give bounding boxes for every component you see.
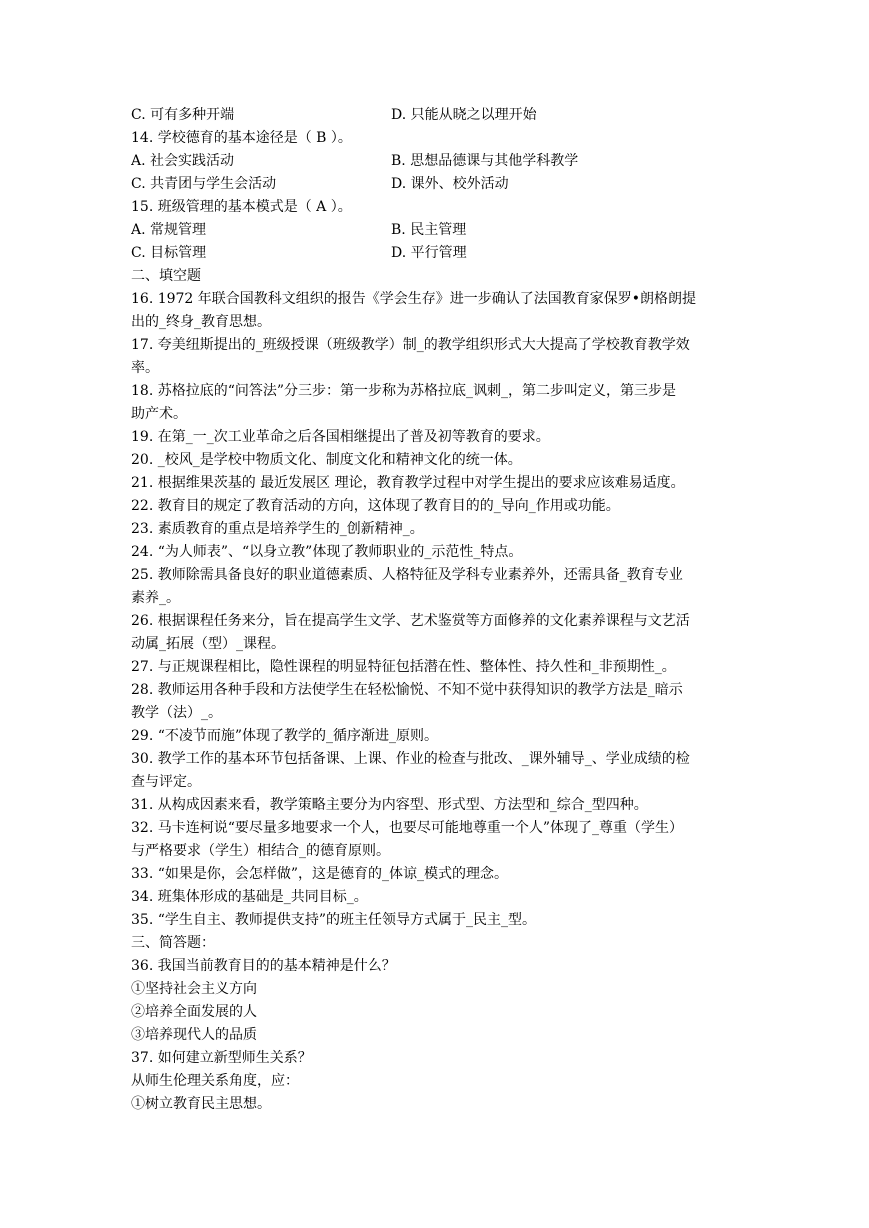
q14-question: 14. 学校德育的基本途径是（ B ）。 xyxy=(131,130,352,146)
q14-options-row-2 xyxy=(131,173,741,196)
q15-question: 15. 班级管理的基本模式是（ A ）。 xyxy=(131,199,352,215)
short-answer-line: 从师生伦理关系角度，应： xyxy=(131,1073,299,1089)
fill-line: 35. “学生自主、教师提供支持”的班主任领导方式属于_民主_型。 xyxy=(131,912,537,928)
fill-line: 16. 1972 年联合国教科文组织的报告《学会生存》进一步确认了法国教育家保罗•朗格朗提 xyxy=(131,291,697,307)
fill-line: 与严格要求（学生）相结合_的德育原则。 xyxy=(131,843,390,859)
fill-line: 助产术。 xyxy=(131,406,187,422)
q14-option-c: C. 共青团与学生会活动 xyxy=(131,176,277,192)
fill-line: 素养_。 xyxy=(131,590,180,606)
short-answer-line: ①坚持社会主义方向 xyxy=(131,981,257,997)
fill-line: 18. 苏格拉底的“问答法”分三步：第一步称为苏格拉底_讽刺_，第二步叫定义，第三步是 xyxy=(131,383,677,399)
fill-line: 23. 素质教育的重点是培养学生的_创新精神_。 xyxy=(131,521,424,537)
q15-option-a: A. 常规管理 xyxy=(131,222,207,238)
fill-line: 28. 教师运用各种手段和方法使学生在轻松愉悦、不知不觉中获得知识的教学方法是_暗示 xyxy=(131,682,683,698)
section-title-fill-in: 二、填空题 xyxy=(131,268,201,284)
q15-option-d: D. 平行管理 xyxy=(391,245,467,261)
fill-line: 出的_终身_教育思想。 xyxy=(131,314,271,330)
fill-line: 25. 教师除需具备良好的职业道德素质、人格特征及学科专业素养外，还需具备_教育专业 xyxy=(131,567,683,583)
q15-options-row-1 xyxy=(131,219,741,242)
q13-options-row xyxy=(131,104,741,127)
q13-option-c: C. 可有多种开端 xyxy=(131,107,235,123)
fill-line: 20. _校风_是学校中物质文化、制度文化和精神文化的统一体。 xyxy=(131,452,522,468)
q14-option-d: D. 课外、校外活动 xyxy=(391,176,509,192)
short-answer-line: 37. 如何建立新型师生关系？ xyxy=(131,1050,312,1066)
q14-option-a: A. 社会实践活动 xyxy=(131,153,235,169)
q15-option-b: B. 民主管理 xyxy=(391,222,467,238)
fill-line: 动属_拓展（型）_课程。 xyxy=(131,636,285,652)
q14-options-row-1 xyxy=(131,150,741,173)
fill-line: 24. “为人师表”、“以身立教”体现了教师职业的_示范性_特点。 xyxy=(131,544,523,560)
fill-line: 17. 夸美纽斯提出的_班级授课（班级教学）制_的教学组织形式大大提高了学校教育教学效 xyxy=(131,337,690,353)
fill-line: 21. 根据维果茨基的 最近发展区 理论，教育教学过程中对学生提出的要求应该难易适度。 xyxy=(131,475,685,491)
fill-line: 31. 从构成因素来看，教学策略主要分为内容型、形式型、方法型和_综合_型四种。 xyxy=(131,797,648,813)
fill-line: 34. 班集体形成的基础是_共同目标_。 xyxy=(131,889,368,905)
short-answer-line: 36. 我国当前教育目的的基本精神是什么？ xyxy=(131,958,396,974)
q13-option-d: D. 只能从晓之以理开始 xyxy=(391,107,537,123)
short-answer-line: ②培养全面发展的人 xyxy=(131,1004,257,1020)
q15-options-row-2 xyxy=(131,242,741,265)
fill-line: 教学（法）_。 xyxy=(131,705,222,721)
fill-line: 22. 教育目的规定了教育活动的方向，这体现了教育目的的_导向_作用或功能。 xyxy=(131,498,620,514)
fill-line: 30. 教学工作的基本环节包括备课、上课、作业的检查与批改、_课外辅导_、学业成绩的检 xyxy=(131,751,690,767)
fill-line: 查与评定。 xyxy=(131,774,201,790)
short-answer-line: ①树立教育民主思想。 xyxy=(131,1096,271,1112)
q14-option-b: B. 思想品德课与其他学科教学 xyxy=(391,153,579,169)
short-answer-line: ③培养现代人的品质 xyxy=(131,1027,257,1043)
fill-line: 率。 xyxy=(131,360,159,376)
fill-line: 29. “不凌节而施”体现了教学的_循序渐进_原则。 xyxy=(131,728,439,744)
document-page xyxy=(131,104,741,1116)
fill-line: 33. “如果是你，会怎样做”，这是德育的_体谅_模式的理念。 xyxy=(131,866,509,882)
fill-line: 26. 根据课程任务来分，旨在提高学生文学、艺术鉴赏等方面修养的文化素养课程与文艺活 xyxy=(131,613,690,629)
q15-option-c: C. 目标管理 xyxy=(131,245,207,261)
fill-line: 27. 与正规课程相比，隐性课程的明显特征包括潜在性、整体性、持久性和_非预期性_。 xyxy=(131,659,676,675)
fill-line: 19. 在第_一_次工业革命之后各国相继提出了普及初等教育的要求。 xyxy=(131,429,550,445)
section-title-short-answer: 三、简答题： xyxy=(131,935,215,951)
fill-line: 32. 马卡连柯说“要尽量多地要求一个人，也要尽可能地尊重一个人”体现了_尊重（学生） xyxy=(131,820,684,836)
